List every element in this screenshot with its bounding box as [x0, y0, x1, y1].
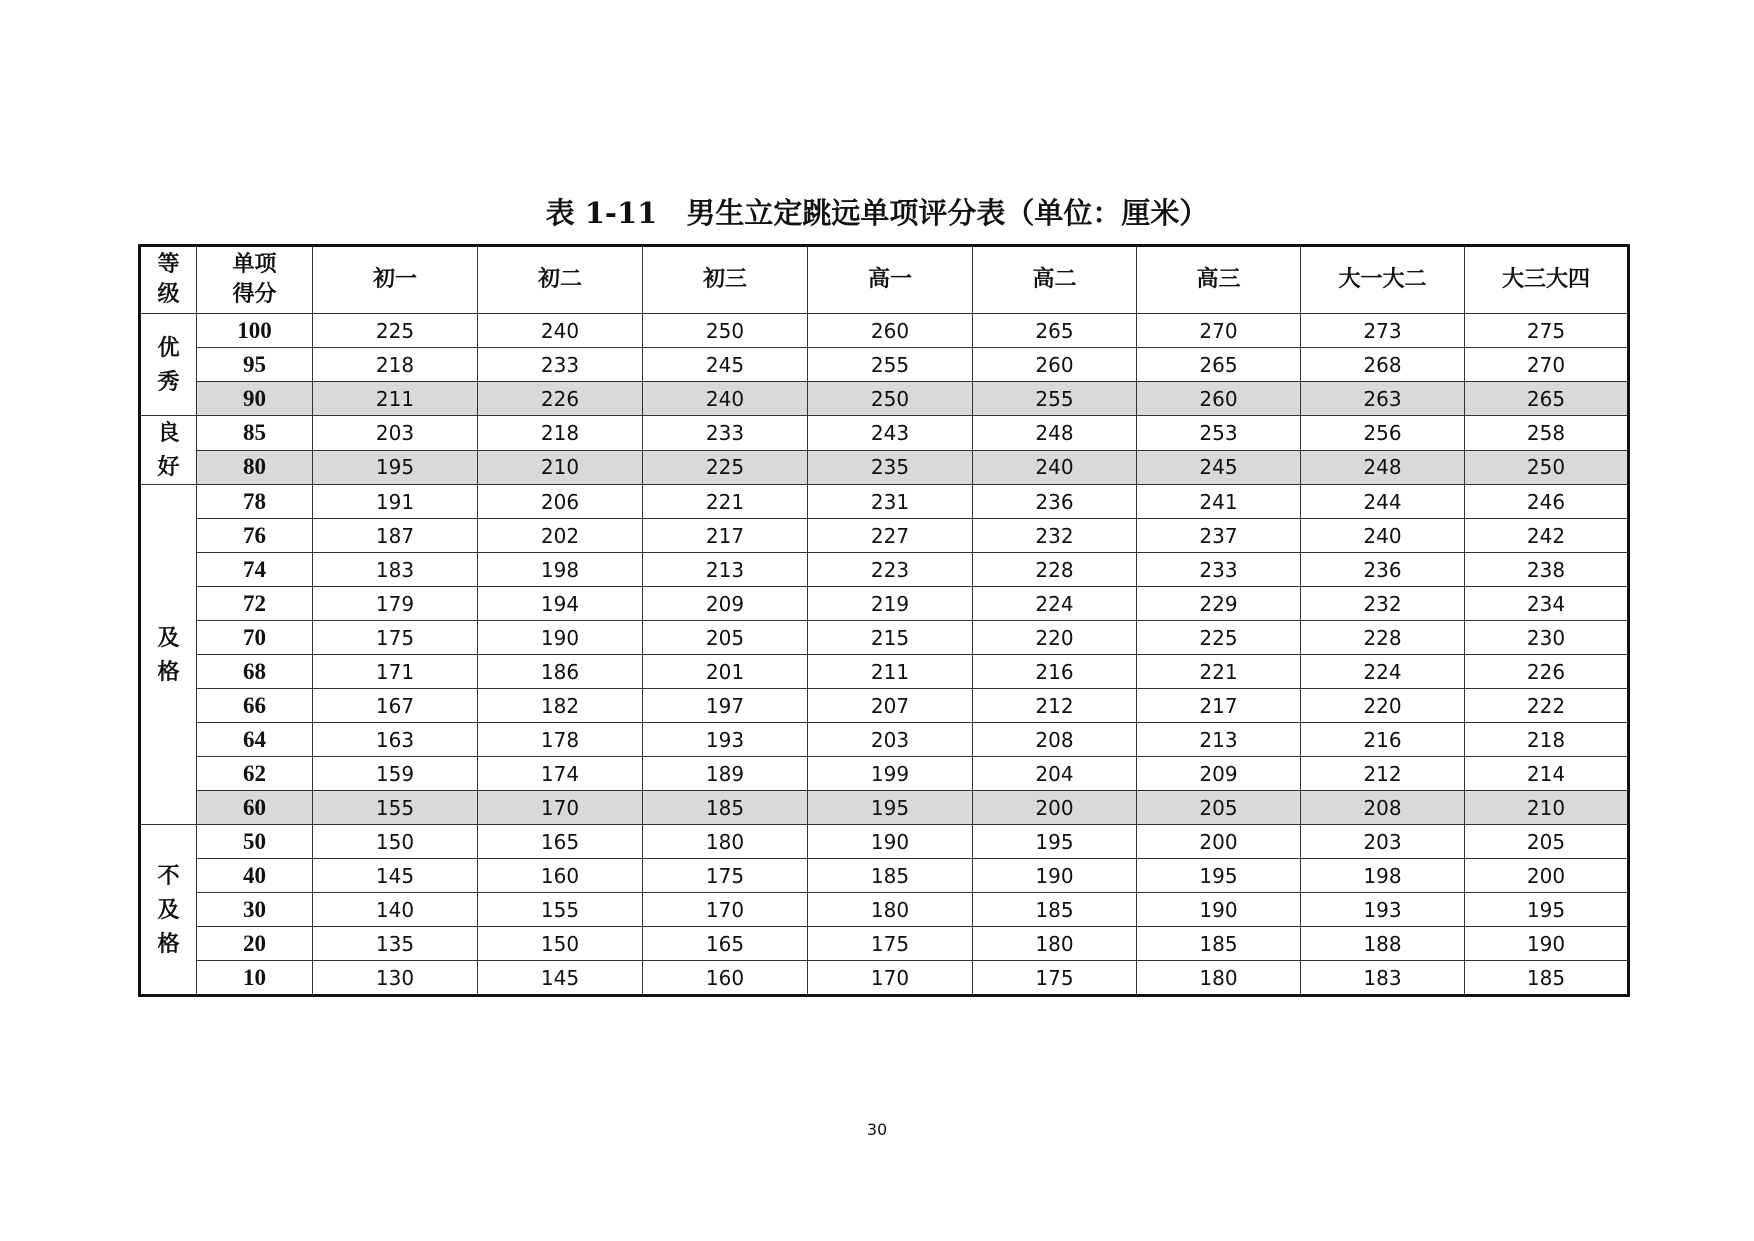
value-cell: 175 — [973, 961, 1137, 996]
value-cell: 246 — [1465, 485, 1629, 519]
header-level: 大一大二 — [1301, 246, 1465, 314]
value-cell: 230 — [1465, 621, 1629, 655]
value-cell: 180 — [973, 927, 1137, 961]
value-cell: 178 — [478, 723, 643, 757]
value-cell: 256 — [1301, 416, 1465, 451]
value-cell: 216 — [1301, 723, 1465, 757]
value-cell: 240 — [643, 382, 808, 416]
value-cell: 203 — [1301, 825, 1465, 859]
value-cell: 250 — [808, 382, 973, 416]
table-header — [140, 246, 1629, 314]
value-cell: 212 — [1301, 757, 1465, 791]
score-cell: 66 — [197, 689, 313, 723]
value-cell: 253 — [1137, 416, 1301, 451]
score-cell: 60 — [197, 791, 313, 825]
value-cell: 219 — [808, 587, 973, 621]
value-cell: 210 — [478, 450, 643, 485]
value-cell: 212 — [973, 689, 1137, 723]
page-number: 30 — [866, 1120, 888, 1139]
value-cell: 185 — [643, 791, 808, 825]
value-cell: 201 — [643, 655, 808, 689]
score-cell: 10 — [197, 961, 313, 996]
value-cell: 233 — [478, 348, 643, 382]
score-cell: 78 — [197, 485, 313, 519]
value-cell: 200 — [973, 791, 1137, 825]
table-body — [140, 314, 1629, 996]
value-cell: 213 — [1137, 723, 1301, 757]
value-cell: 250 — [643, 314, 808, 348]
value-cell: 225 — [643, 450, 808, 485]
value-cell: 190 — [973, 859, 1137, 893]
value-cell: 226 — [478, 382, 643, 416]
grade-label: 良好 — [157, 420, 180, 480]
value-cell: 185 — [1465, 961, 1629, 996]
value-cell: 207 — [808, 689, 973, 723]
table-row — [140, 553, 1629, 587]
table-title: 表 1-11 男生立定跳远单项评分表（单位：厘米） — [545, 196, 1209, 230]
value-cell: 214 — [1465, 757, 1629, 791]
value-cell: 179 — [313, 587, 478, 621]
value-cell: 265 — [973, 314, 1137, 348]
value-cell: 250 — [1465, 450, 1629, 485]
value-cell: 160 — [643, 961, 808, 996]
value-cell: 260 — [808, 314, 973, 348]
header-level: 初二 — [478, 246, 643, 314]
value-cell: 200 — [1465, 859, 1629, 893]
value-cell: 194 — [478, 587, 643, 621]
value-cell: 244 — [1301, 485, 1465, 519]
score-cell: 74 — [197, 553, 313, 587]
value-cell: 180 — [643, 825, 808, 859]
value-cell: 183 — [313, 553, 478, 587]
value-cell: 200 — [1137, 825, 1301, 859]
table-row — [140, 519, 1629, 553]
value-cell: 189 — [643, 757, 808, 791]
table-row — [140, 757, 1629, 791]
score-cell: 100 — [197, 314, 313, 348]
value-cell: 191 — [313, 485, 478, 519]
value-cell: 203 — [808, 723, 973, 757]
score-cell: 40 — [197, 859, 313, 893]
score-cell: 80 — [197, 450, 313, 485]
value-cell: 175 — [808, 927, 973, 961]
value-cell: 231 — [808, 485, 973, 519]
table-row — [140, 689, 1629, 723]
value-cell: 155 — [313, 791, 478, 825]
value-cell: 165 — [478, 825, 643, 859]
value-cell: 140 — [313, 893, 478, 927]
value-cell: 159 — [313, 757, 478, 791]
value-cell: 193 — [643, 723, 808, 757]
value-cell: 227 — [808, 519, 973, 553]
value-cell: 165 — [643, 927, 808, 961]
grade-label: 优秀 — [157, 334, 180, 395]
value-cell: 195 — [808, 791, 973, 825]
header-level: 高一 — [808, 246, 973, 314]
score-cell: 30 — [197, 893, 313, 927]
value-cell: 203 — [313, 416, 478, 451]
value-cell: 135 — [313, 927, 478, 961]
grade-cell — [140, 416, 197, 485]
score-cell: 90 — [197, 382, 313, 416]
value-cell: 188 — [1301, 927, 1465, 961]
table-row — [140, 893, 1629, 927]
value-cell: 209 — [643, 587, 808, 621]
value-cell: 198 — [478, 553, 643, 587]
grade-cell — [140, 825, 197, 996]
value-cell: 190 — [1137, 893, 1301, 927]
value-cell: 220 — [973, 621, 1137, 655]
score-cell: 95 — [197, 348, 313, 382]
value-cell: 265 — [1465, 382, 1629, 416]
score-cell: 62 — [197, 757, 313, 791]
value-cell: 215 — [808, 621, 973, 655]
value-cell: 160 — [478, 859, 643, 893]
value-cell: 232 — [1301, 587, 1465, 621]
value-cell: 185 — [973, 893, 1137, 927]
value-cell: 190 — [478, 621, 643, 655]
value-cell: 130 — [313, 961, 478, 996]
value-cell: 222 — [1465, 689, 1629, 723]
score-cell: 70 — [197, 621, 313, 655]
header-grade — [140, 246, 197, 314]
value-cell: 150 — [478, 927, 643, 961]
value-cell: 238 — [1465, 553, 1629, 587]
header-level: 大三大四 — [1465, 246, 1629, 314]
value-cell: 193 — [1301, 893, 1465, 927]
scoring-table — [138, 244, 1630, 997]
value-cell: 243 — [808, 416, 973, 451]
value-cell: 175 — [643, 859, 808, 893]
header-level: 初三 — [643, 246, 808, 314]
value-cell: 205 — [1465, 825, 1629, 859]
table-row — [140, 961, 1629, 996]
score-cell: 72 — [197, 587, 313, 621]
value-cell: 205 — [1137, 791, 1301, 825]
value-cell: 190 — [1465, 927, 1629, 961]
value-cell: 150 — [313, 825, 478, 859]
value-cell: 175 — [313, 621, 478, 655]
value-cell: 236 — [1301, 553, 1465, 587]
value-cell: 240 — [478, 314, 643, 348]
value-cell: 258 — [1465, 416, 1629, 451]
value-cell: 197 — [643, 689, 808, 723]
table-row — [140, 314, 1629, 348]
score-cell: 68 — [197, 655, 313, 689]
value-cell: 163 — [313, 723, 478, 757]
header-row — [140, 246, 1629, 314]
score-cell: 64 — [197, 723, 313, 757]
table-row — [140, 587, 1629, 621]
value-cell: 245 — [643, 348, 808, 382]
value-cell: 186 — [478, 655, 643, 689]
value-cell: 234 — [1465, 587, 1629, 621]
value-cell: 217 — [1137, 689, 1301, 723]
value-cell: 208 — [973, 723, 1137, 757]
header-score — [197, 246, 313, 314]
value-cell: 270 — [1465, 348, 1629, 382]
grade-cell — [140, 314, 197, 416]
value-cell: 198 — [1301, 859, 1465, 893]
value-cell: 195 — [1137, 859, 1301, 893]
value-cell: 260 — [1137, 382, 1301, 416]
score-cell: 85 — [197, 416, 313, 451]
grade-cell — [140, 485, 197, 825]
value-cell: 167 — [313, 689, 478, 723]
header-level: 高三 — [1137, 246, 1301, 314]
score-cell: 76 — [197, 519, 313, 553]
value-cell: 208 — [1301, 791, 1465, 825]
value-cell: 217 — [643, 519, 808, 553]
table-row — [140, 382, 1629, 416]
value-cell: 268 — [1301, 348, 1465, 382]
value-cell: 236 — [973, 485, 1137, 519]
value-cell: 235 — [808, 450, 973, 485]
value-cell: 211 — [313, 382, 478, 416]
value-cell: 182 — [478, 689, 643, 723]
value-cell: 180 — [1137, 961, 1301, 996]
table-row — [140, 348, 1629, 382]
grade-label: 及格 — [157, 624, 180, 685]
table-row — [140, 450, 1629, 485]
value-cell: 213 — [643, 553, 808, 587]
value-cell: 229 — [1137, 587, 1301, 621]
value-cell: 223 — [808, 553, 973, 587]
value-cell: 195 — [1465, 893, 1629, 927]
value-cell: 221 — [1137, 655, 1301, 689]
value-cell: 218 — [1465, 723, 1629, 757]
value-cell: 145 — [478, 961, 643, 996]
value-cell: 185 — [1137, 927, 1301, 961]
value-cell: 225 — [1137, 621, 1301, 655]
value-cell: 204 — [973, 757, 1137, 791]
table-row — [140, 655, 1629, 689]
value-cell: 255 — [808, 348, 973, 382]
value-cell: 232 — [973, 519, 1137, 553]
value-cell: 233 — [1137, 553, 1301, 587]
value-cell: 210 — [1465, 791, 1629, 825]
value-cell: 273 — [1301, 314, 1465, 348]
value-cell: 205 — [643, 621, 808, 655]
value-cell: 145 — [313, 859, 478, 893]
value-cell: 183 — [1301, 961, 1465, 996]
table-row — [140, 859, 1629, 893]
value-cell: 255 — [973, 382, 1137, 416]
value-cell: 265 — [1137, 348, 1301, 382]
value-cell: 216 — [973, 655, 1137, 689]
value-cell: 275 — [1465, 314, 1629, 348]
value-cell: 233 — [643, 416, 808, 451]
value-cell: 221 — [643, 485, 808, 519]
value-cell: 190 — [808, 825, 973, 859]
value-cell: 199 — [808, 757, 973, 791]
value-cell: 187 — [313, 519, 478, 553]
value-cell: 195 — [313, 450, 478, 485]
value-cell: 195 — [973, 825, 1137, 859]
value-cell: 224 — [1301, 655, 1465, 689]
score-cell: 20 — [197, 927, 313, 961]
value-cell: 228 — [1301, 621, 1465, 655]
value-cell: 270 — [1137, 314, 1301, 348]
value-cell: 237 — [1137, 519, 1301, 553]
value-cell: 174 — [478, 757, 643, 791]
value-cell: 240 — [1301, 519, 1465, 553]
value-cell: 263 — [1301, 382, 1465, 416]
value-cell: 211 — [808, 655, 973, 689]
value-cell: 220 — [1301, 689, 1465, 723]
value-cell: 202 — [478, 519, 643, 553]
value-cell: 155 — [478, 893, 643, 927]
value-cell: 171 — [313, 655, 478, 689]
value-cell: 228 — [973, 553, 1137, 587]
header-grade-label: 等级 — [157, 252, 180, 307]
header-level: 初一 — [313, 246, 478, 314]
table-row — [140, 825, 1629, 859]
value-cell: 245 — [1137, 450, 1301, 485]
table-row — [140, 621, 1629, 655]
table-row — [140, 927, 1629, 961]
table-row — [140, 791, 1629, 825]
grade-label: 不及格 — [157, 862, 180, 957]
value-cell: 206 — [478, 485, 643, 519]
value-cell: 248 — [973, 416, 1137, 451]
value-cell: 209 — [1137, 757, 1301, 791]
value-cell: 170 — [808, 961, 973, 996]
value-cell: 240 — [973, 450, 1137, 485]
value-cell: 185 — [808, 859, 973, 893]
table-row — [140, 485, 1629, 519]
value-cell: 218 — [313, 348, 478, 382]
value-cell: 218 — [478, 416, 643, 451]
table-row — [140, 416, 1629, 451]
score-cell: 50 — [197, 825, 313, 859]
value-cell: 225 — [313, 314, 478, 348]
value-cell: 224 — [973, 587, 1137, 621]
value-cell: 241 — [1137, 485, 1301, 519]
value-cell: 170 — [643, 893, 808, 927]
value-cell: 170 — [478, 791, 643, 825]
value-cell: 180 — [808, 893, 973, 927]
header-score-label: 单项得分 — [232, 252, 277, 307]
value-cell: 242 — [1465, 519, 1629, 553]
header-level: 高二 — [973, 246, 1137, 314]
value-cell: 260 — [973, 348, 1137, 382]
table-row — [140, 723, 1629, 757]
value-cell: 248 — [1301, 450, 1465, 485]
value-cell: 226 — [1465, 655, 1629, 689]
